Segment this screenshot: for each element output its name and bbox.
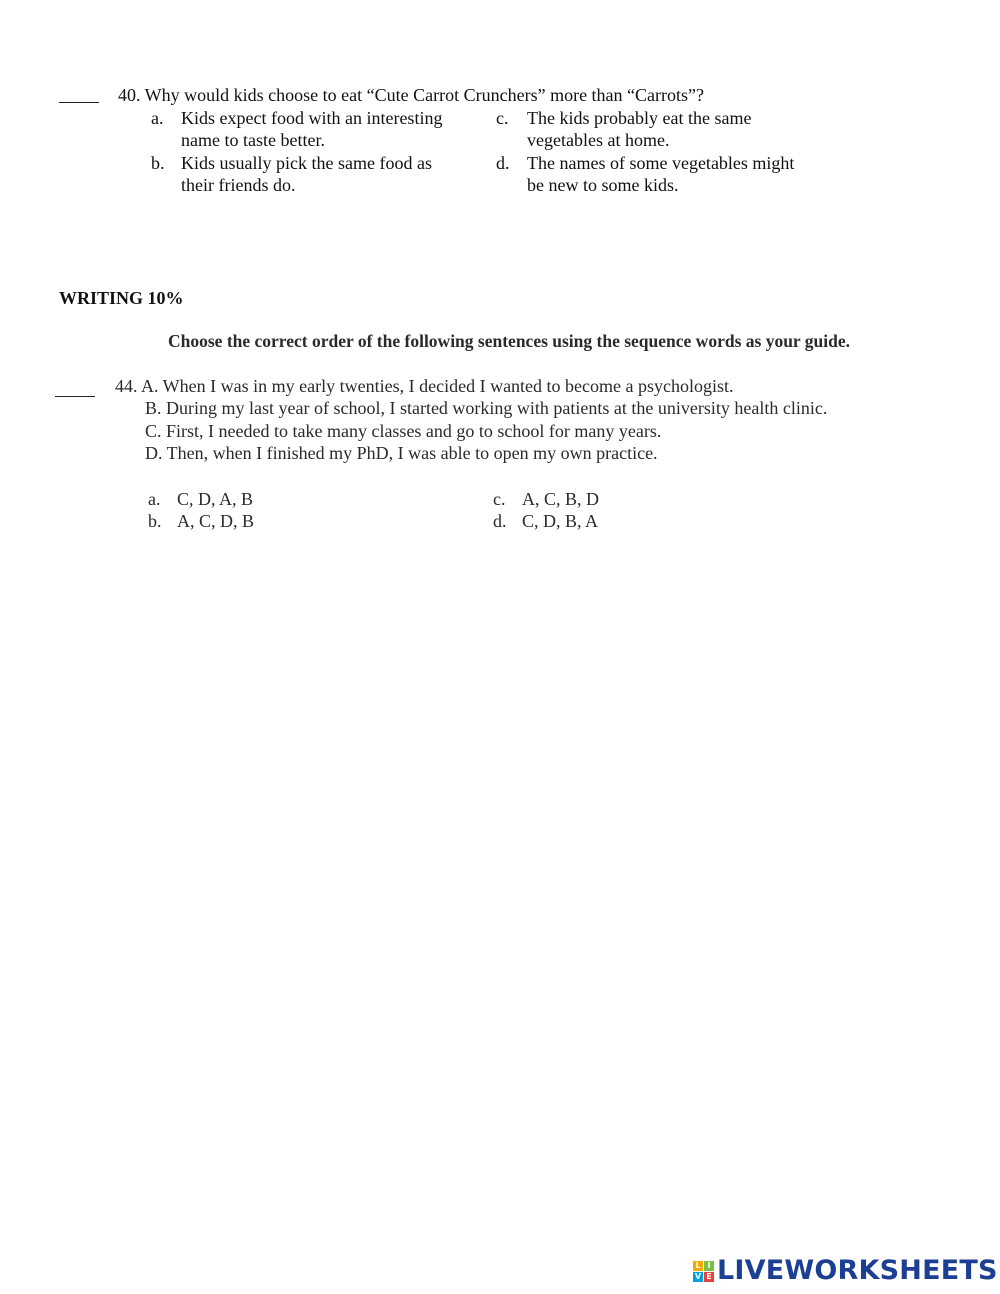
q44-option-a-text: C, D, A, B bbox=[177, 489, 254, 509]
q44-option-c-text: A, C, B, D bbox=[522, 489, 600, 509]
logo-cell-l: L bbox=[693, 1261, 703, 1271]
q44-option-b-letter: b. bbox=[148, 511, 162, 531]
logo-wordmark: LIVEWORKSHEETS bbox=[717, 1255, 998, 1286]
q40-option-d-letter: d. bbox=[496, 153, 510, 173]
q44-sentence-b: B. During my last year of school, I started working with patients at the university health clinic. bbox=[145, 398, 828, 418]
q44-sentence-d: D. Then, when I finished my PhD, I was able to open my own practice. bbox=[145, 443, 658, 463]
q40-option-b-line2: their friends do. bbox=[181, 175, 296, 195]
q44-answer-blank[interactable] bbox=[55, 396, 95, 397]
writing-instruction: Choose the correct order of the following sentences using the sequence words as your guide. bbox=[168, 331, 850, 351]
q40-option-b-line1: Kids usually pick the same food as bbox=[181, 153, 432, 173]
writing-heading: WRITING 10% bbox=[59, 288, 184, 308]
q40-option-a-letter: a. bbox=[151, 108, 164, 128]
q40-option-a-line1: Kids expect food with an interesting bbox=[181, 108, 443, 128]
logo-mark-icon bbox=[693, 1261, 714, 1282]
q40-stem: 40. Why would kids choose to eat “Cute Carrot Crunchers” more than “Carrots”? bbox=[118, 85, 705, 105]
liveworksheets-logo bbox=[693, 1256, 998, 1286]
q44-option-d-text: C, D, B, A bbox=[522, 511, 599, 531]
logo-cell-v: V bbox=[694, 1271, 702, 1281]
q40-option-d-line1: The names of some vegetables might bbox=[527, 153, 795, 173]
logo-cell-e: E bbox=[704, 1272, 714, 1282]
q44-sentence-c: C. First, I needed to take many classes and go to school for many years. bbox=[145, 421, 662, 441]
q44-option-a-letter: a. bbox=[148, 489, 161, 509]
q40-option-b-letter: b. bbox=[151, 153, 165, 173]
q40-option-a-line2: name to taste better. bbox=[181, 130, 325, 150]
q40-option-c-letter: c. bbox=[496, 108, 509, 128]
logo-cell-i: I bbox=[704, 1261, 714, 1271]
q40-option-c-line1: The kids probably eat the same bbox=[527, 108, 752, 128]
q40-answer-blank[interactable] bbox=[59, 102, 99, 103]
q40-option-d-line2: be new to some kids. bbox=[527, 175, 679, 195]
q44-option-b-text: A, C, D, B bbox=[177, 511, 255, 531]
q44-option-d-letter: d. bbox=[493, 511, 507, 531]
q44-sentence-a: 44. A. When I was in my early twenties, I decided I wanted to become a psychologist. bbox=[115, 376, 734, 396]
q44-option-c-letter: c. bbox=[493, 489, 506, 509]
q40-option-c-line2: vegetables at home. bbox=[527, 130, 670, 150]
